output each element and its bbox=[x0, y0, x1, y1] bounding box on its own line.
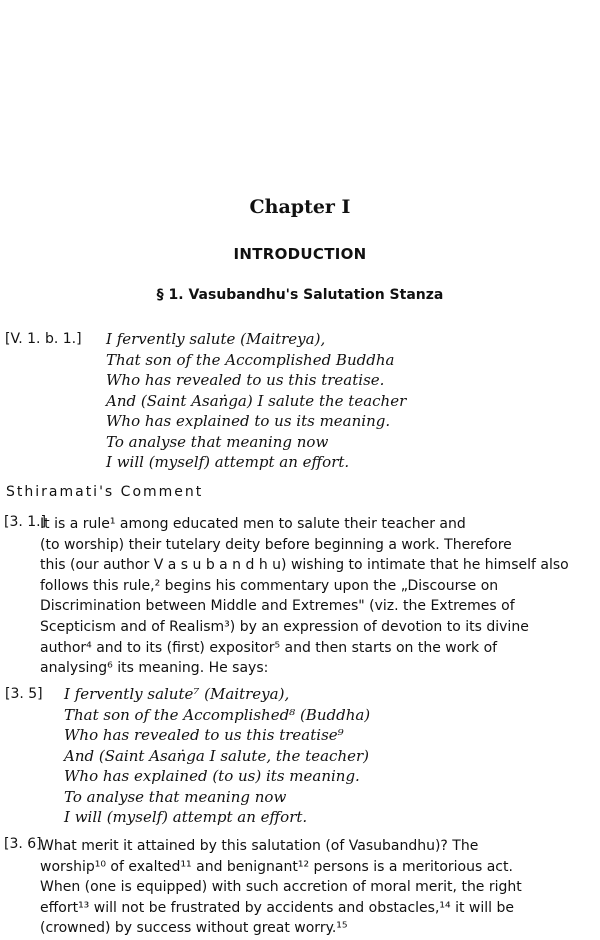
paragraph-1 bbox=[40, 514, 596, 679]
para-line: follows this rule,² begins his commentary upon the „Discourse on bbox=[40, 577, 499, 594]
verse-line: Who has revealed to us this treatise⁹ bbox=[64, 726, 344, 744]
para-line: Discrimination between Middle and Extremes" (viz. the Extremes of bbox=[40, 598, 515, 615]
section-heading: § 1. Vasubandhu's Salutation Stanza bbox=[156, 287, 444, 303]
verse-line: I will (myself) attempt an effort. bbox=[64, 808, 308, 826]
verse-line: To analyse that meaning now bbox=[64, 787, 287, 806]
para-line: When (one is equipped) with such accretion of moral merit, the right bbox=[40, 879, 522, 896]
introduction-heading: INTRODUCTION bbox=[233, 245, 367, 263]
verse2 bbox=[64, 684, 370, 828]
para-line: What merit it attained by this salutation (of Vasubandhu)? The bbox=[40, 838, 479, 854]
para-line: Scepticism and of Realism³) by an expression of devotion to its divine bbox=[40, 618, 529, 635]
para-line: analysing⁶ its meaning. He says: bbox=[40, 660, 269, 677]
para-line: (to worship) their tutelary deity before beginning a work. Therefore bbox=[40, 536, 512, 553]
chapter-title: Chapter I bbox=[249, 196, 351, 218]
para-line: effort¹³ will not be frustrated by accidents and obstacles,¹⁴ it will be bbox=[40, 899, 514, 916]
para-line: worship¹⁰ of exalted¹¹ and benignant¹² persons is a meritorious act. bbox=[40, 858, 513, 875]
verse-line: I will (myself) attempt an effort. bbox=[106, 453, 350, 471]
para-line: (crowned) by success without great worry.¹⁵ bbox=[40, 920, 348, 937]
para1-reference: [3. 1.] bbox=[4, 514, 47, 530]
verse2-reference: [3. 5] bbox=[5, 686, 43, 702]
para-line: author⁴ and to its (first) expositor⁵ and then starts on the work of bbox=[40, 639, 498, 656]
para2-reference: [3. 6] bbox=[4, 836, 42, 852]
verse-line: And (Saint Asaṅga) I salute the teacher bbox=[106, 391, 407, 410]
paragraph-2 bbox=[40, 836, 596, 939]
verse-line: Who has explained (to us) its meaning. bbox=[64, 767, 360, 785]
verse-line: Who has explained to us its meaning. bbox=[106, 412, 391, 430]
para-line: this (our author V a s u b a n d h u) wishing to intimate that he himself also bbox=[40, 557, 569, 574]
verse1 bbox=[106, 329, 406, 473]
para-line: It is a rule¹ among educated men to salute their teacher and bbox=[40, 516, 466, 532]
comment-heading: Sthiramati's Comment bbox=[6, 484, 204, 500]
verse-line: Who has revealed to us this treatise. bbox=[106, 371, 385, 389]
verse-line: I fervently salute (Maitreya), bbox=[106, 330, 326, 348]
verse-line: That son of the Accomplished⁸ (Buddha) bbox=[64, 705, 371, 724]
verse-line: I fervently salute⁷ (Maitreya), bbox=[64, 685, 290, 703]
verse-line: And (Saint Asaṅga I salute, the teacher) bbox=[64, 746, 370, 765]
verse-line: That son of the Accomplished Buddha bbox=[106, 350, 395, 369]
verse-line: To analyse that meaning now bbox=[106, 432, 329, 451]
verse1-reference: [V. 1. b. 1.] bbox=[5, 331, 82, 347]
